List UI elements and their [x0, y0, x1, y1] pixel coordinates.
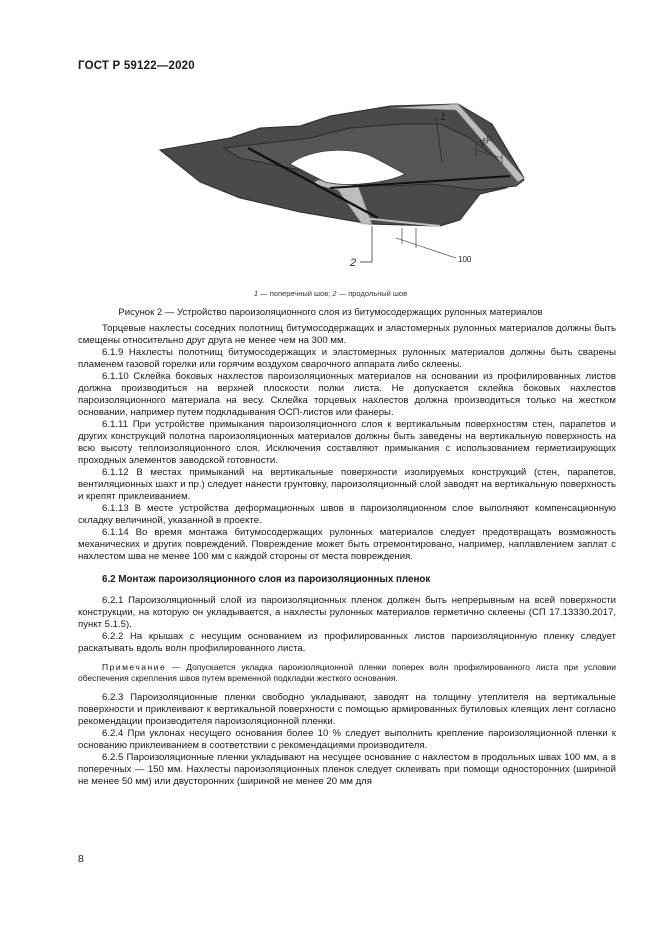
note — [78, 662, 616, 684]
label-1: 1 — [440, 111, 447, 123]
figure-caption: Рисунок 2 — Устройство пароизоляционного слоя из битумосодержащих рулонных материалов — [118, 307, 543, 318]
paragraph-6-1-12: 6.1.12 В местах примыканий на вертикальные поверхности изолируемых конструкций (стен, парапетов, вентиляционных шахт и пр.) следует нанести грунтовку, пароизоляционный слой заводят на вертикальную поверхность и крепят приклеиванием. — [78, 467, 616, 502]
paragraph-6-2-4: 6.2.4 При уклонах несущего основания более 10 % следует выполнить крепление пароизоляционной пленки к основанию приклеиванием в соответствии с рекомендациями производителя. — [78, 728, 616, 751]
legend-2-number: 2 — [332, 289, 337, 298]
paragraph-6-1-9: 6.1.9 Нахлесты полотнищ битумосодержащих и эластомерных рулонных материалов должны быть сварены пламенем газовой горелки или горячим воздухом сварочного аппарата либо склеены. — [78, 347, 616, 370]
document-body — [78, 323, 616, 788]
legend-2-text: — продольный шов — [336, 289, 408, 298]
dim-100-label: 100 — [458, 255, 472, 264]
dim-100-line-a — [396, 238, 420, 246]
roof-membrane-figure — [140, 98, 560, 294]
paragraph-6-1-13: 6.1.13 В месте устройства деформационных швов в пароизоляционном слое выполняют компенсационную складку величиной, указанной в проекте. — [78, 503, 616, 526]
paragraph-6-2-2: 6.2.2 На крышах с несущим основанием из профилированных листов пароизоляционную пленку следует раскатывать вдоль волн профилированного листа. — [78, 631, 616, 654]
figure-legend — [0, 289, 661, 298]
note-text: — Допускается укладка пароизоляционной пленки поперек волн профилированного листа при условии обеспечения скрепления швов путем временной подкладки жесткого основания. — [78, 662, 616, 683]
paragraph-intro: Торцевые нахлесты соседних полотнищ битумосодержащих и эластомерных рулонных материалов должны быть смещены относительно друг друга не менее чем на 300 мм. — [78, 323, 616, 346]
label-2: 2 — [350, 257, 357, 269]
paragraph-6-1-10: 6.1.10 Склейка боковых нахлестов пароизоляционных материалов на основании из профилированных листов должна производиться на верхней плоскости полки листа. Не допускается склейка боковых нахлестов пароизоляционного материала на весу. Склейка торцевых нахлестов должна производиться только на жестком основании, например путем подкладывания ОСП-листов или фанеры. — [78, 371, 616, 418]
paragraph-6-2-1: 6.2.1 Пароизоляционный слой из пароизоляционных пленок должен быть непрерывным на всей поверхности конструкции, на которую он укладывается, а нахлесты рулонных материалов герметично склеены (СП 17.13330.2017, пункт 5.1.5). — [78, 595, 616, 630]
legend-1-text: — поперечный шов; — [258, 289, 333, 298]
document-id-header: ГОСТ Р 59122—2020 — [78, 60, 195, 72]
note-label: Примечание — [102, 662, 167, 672]
paragraph-6-2-3: 6.2.3 Пароизоляционные пленки свободно укладывают, заводят на толщину утеплителя на вертикальные поверхности и приклеивают к вертикальной поверхности с помощью армированных бутиловых клеящих лент согласно рекомендации производителя пароизоляционной пленки. — [78, 692, 616, 727]
legend-1-number: 1 — [253, 289, 259, 298]
dim-150-label: 150 — [477, 133, 494, 149]
leader-line-2 — [360, 226, 372, 262]
page-number: 8 — [78, 853, 84, 865]
paragraph-6-2-5: 6.2.5 Пароизоляционные пленки укладывают на несущее основание с нахлестом в продольных швах 100 мм, а в поперечных — 150 мм. Нахлесты пароизоляционных пленок следует склеивать при помощи односторонних (шириной не менее 50 мм) или двусторонних (шириной не менее 20 мм для — [78, 752, 616, 787]
section-heading-6-2: 6.2 Монтаж пароизоляционного слоя из пароизоляционных пленок — [102, 574, 431, 585]
dim-100-line-b — [420, 246, 456, 258]
paragraph-6-1-14: 6.1.14 Во время монтажа битумосодержащих рулонных материалов следует предотвращать возможность механических и других повреждений. Повреждение может быть отремонтировано, например, наплавлением заплат с нахлестом шва не менее 100 мм с каждой стороны от места повреждения. — [78, 527, 616, 562]
paragraph-6-1-11: 6.1.11 При устройстве примыкания пароизоляционного слоя к вертикальным поверхностям стен, парапетов и других конструкций полотна пароизоляционных материалов должны быть заведены на вертикальную поверхность на всю высоту теплоизоляционного слоя. Исключения составляют примыкания с использованием герметизирующих проходных элементов заводской готовности. — [78, 419, 616, 466]
